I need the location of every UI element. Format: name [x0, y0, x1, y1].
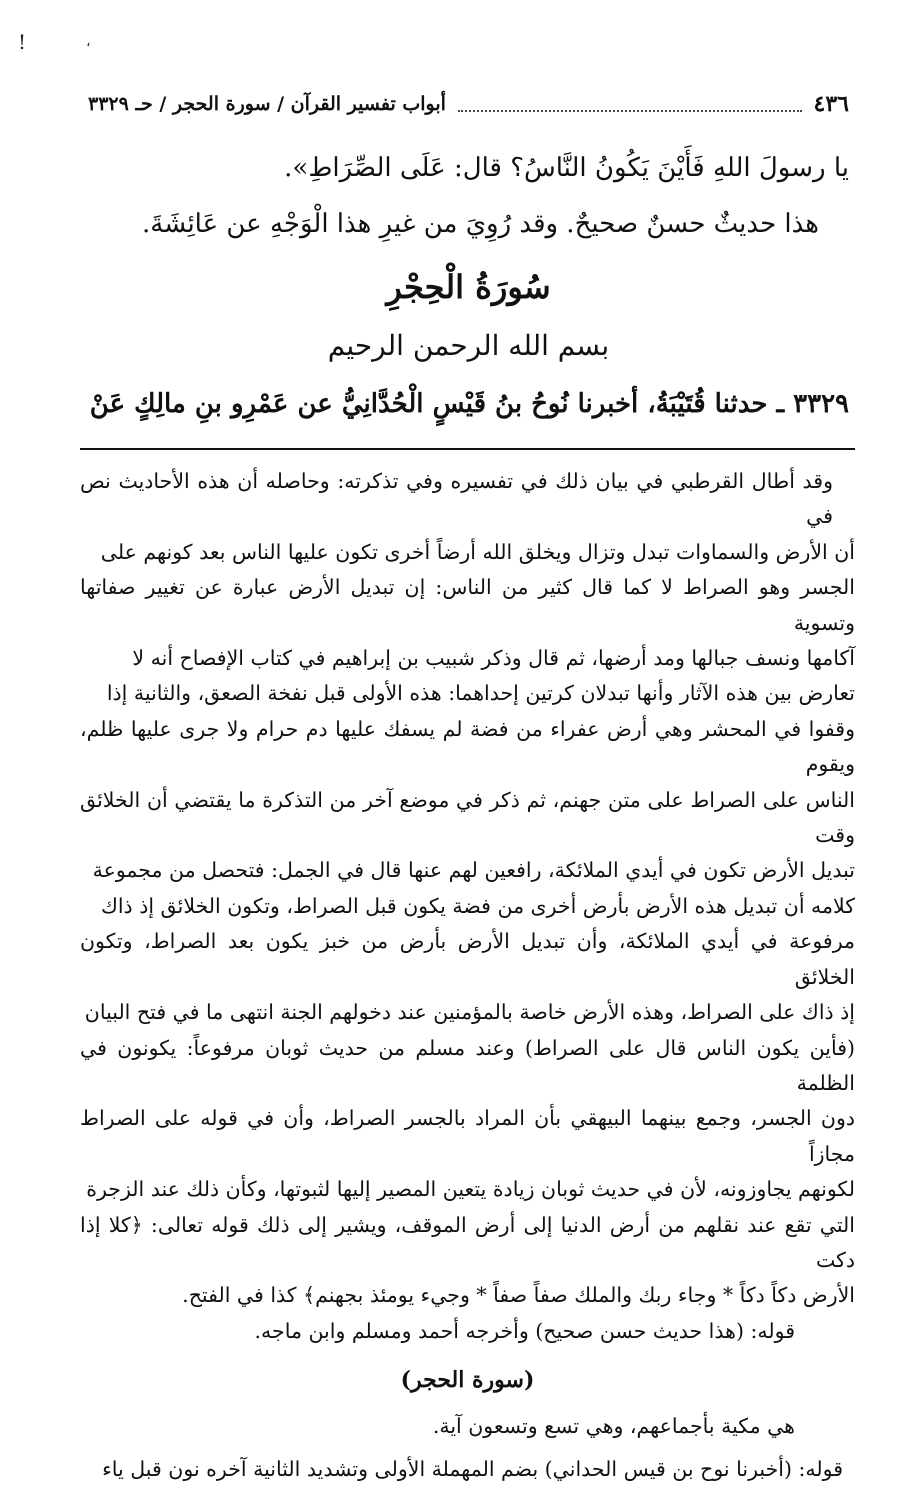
commentary-line: الجسر وهو الصراط لا كما قال كثير من الناس: إن تبديل الأرض عبارة عن تغيير صفاتها وتسوية [80, 575, 855, 635]
commentary-line: الناس على الصراط على متن جهنم، ثم ذكر في موضع آخر من التذكرة ما يقتضي أن الخلائق وقت [80, 787, 855, 848]
commentary-line: وقد أطال القرطبي في بيان ذلك في تفسيره وفي تذكرته: وحاصله أن هذه الأحاديث نص في [80, 469, 833, 529]
surah-title: سُورَةُ الْحِجْرِ [386, 268, 551, 306]
commentary-line: تبديل الأرض تكون في أيدي الملائكة، رافعين لهم عنها قال في الجمل: فتحصل من مجموعة [92, 858, 855, 883]
commentary-qawluhu-2: قوله: (أخبرنا نوح بن قيس الحداني) بضم المهملة الأولى وتشديد الثانية آخره نون قبل ياء [102, 1456, 843, 1481]
commentary-line: إذ ذاك على الصراط، وهذه الأرض خاصة بالمؤمنين عند دخولهم الجنة انتهى ما في فتح البيان [84, 1000, 855, 1025]
main-text [88, 140, 849, 434]
commentary-line: وقفوا في المحشر وهي أرض عفراء من فضة لم يسفك عليها دم حرام ولا جرى عليها ظلم، ويقوم [80, 716, 855, 777]
commentary-line: (فأين يكون الناس قال على الصراط) وعند مسلم من حديث ثوبان مرفوعاً: يكونون في الظلمة [80, 1035, 855, 1095]
header-leader-dots [458, 96, 802, 112]
commentary-line: مرفوعة في أيدي الملائكة، وأن تبديل الأرض بأرض من خبز يكون بعد الصراط، وتكون الخلائق [80, 929, 855, 989]
commentary-qawluhu-1: قوله: (هذا حديث حسن صحيح) وأخرجه أحمد ومسلم وابن ماجه. [254, 1318, 795, 1343]
basmala: بسم الله الرحمن الرحيم [327, 329, 610, 362]
commentary-line: آكامها ونسف جبالها ومد أرضها، ثم قال وذكر شبيب بن إبراهيم في كتاب الإفصاح أنه لا [132, 646, 855, 671]
footnote-rule [80, 448, 855, 450]
commentary-surah-heading: (سورة الحجر) [400, 1367, 535, 1394]
running-header [88, 86, 849, 122]
commentary-line: دون الجسر، وجمع بينهما البيهقي بأن المراد بالجسر الصراط، وأن في قوله على الصراط مجازاً [80, 1106, 855, 1166]
page-number: ٤٣٦ [813, 91, 849, 117]
commentary-makki-note: هي مكية بأجماعهم، وهي تسع وتسعون آية. [432, 1413, 795, 1438]
margin-mark: ، [86, 34, 91, 50]
commentary-line: الأرض دكاً دكاً * وجاء ربك والملك صفاً صفاً * وجيء يومئذ بجهنم﴾ كذا في الفتح. [182, 1283, 855, 1308]
commentary-line: التي تقع عند نقلهم من أرض الدنيا إلى أرض الموقف، ويشير إلى ذلك قوله تعالى: ﴿كلا إذا دكت [80, 1212, 855, 1272]
running-title: أبواب تفسير القرآن / سورة الحجر / حـ ٣٣٢٩ [88, 93, 446, 115]
commentary-line: أن الأرض والسماوات تبدل وتزال ويخلق الله أرضاً أخرى تكون عليها الناس بعد كونهم على [100, 539, 855, 564]
commentary-line: تعارض بين هذه الآثار وأنها تبدلان كرتين إحداهما: هذه الأولى قبل نفخة الصعق، والثانية إذا [106, 681, 855, 706]
margin-mark: ! [18, 30, 27, 54]
commentary-line: لكونهم يجاوزونه، لأن في حديث ثوبان زيادة يتعين المصير إليها لثبوتها، وكأن ذلك عند الزجرة [86, 1177, 855, 1202]
hadith-line: ٣٣٢٩ ـ حدثنا قُتَيْبَةُ، أخبرنا نُوحُ بنُ قَيْسٍ الْحُدَّانِيُّ عن عَمْرِو بنِ مالِكٍ عَنْ [89, 389, 849, 419]
main-line-2: هذا حديثٌ حسنٌ صحيحٌ. وقد رُوِيَ من غيرِ هذا الْوَجْهِ عن عَائِشَةَ. [142, 209, 819, 239]
commentary-line: كلامه أن تبديل هذه الأرض بأرض أخرى من فضة يكون قبل الصراط، وتكون الخلائق إذ ذاك [100, 893, 855, 918]
main-line-1: يا رسولَ اللهِ فَأَيْنَ يَكُونُ النَّاسُ؟ قال: عَلَى الصِّرَاطِ». [284, 153, 849, 183]
commentary-paragraph [80, 464, 855, 1314]
commentary [80, 464, 855, 1487]
